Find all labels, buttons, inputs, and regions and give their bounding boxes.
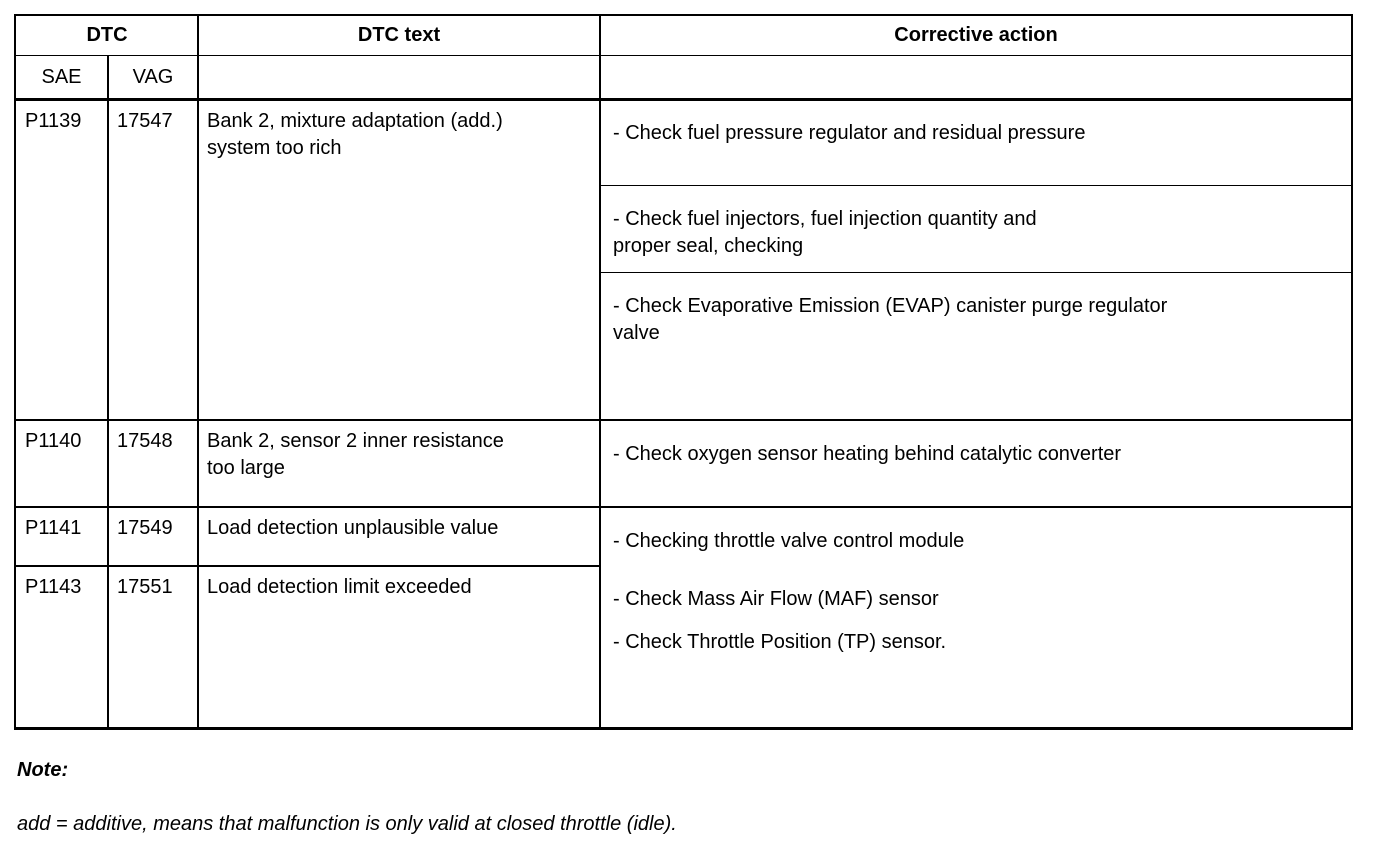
corrective-action: - Check Mass Air Flow (MAF) sensor (613, 588, 939, 610)
corrective-action: - Check fuel injectors, fuel injection quantity and (613, 208, 1037, 230)
corrective-action: - Check oxygen sensor heating behind catalytic converter (613, 443, 1122, 465)
corrective-action: proper seal, checking (613, 235, 804, 257)
header-sae: SAE (41, 66, 82, 88)
table-border-bottom (14, 727, 1353, 730)
row-divider (14, 419, 1353, 421)
row-divider (600, 185, 1352, 186)
sae-code: P1143 (25, 576, 82, 598)
dtc-text-line: too large (207, 457, 285, 479)
header-divider (14, 98, 1353, 101)
header-dtc: DTC (86, 24, 128, 46)
table-border-left (14, 14, 16, 730)
header-corrective-action: Corrective action (894, 24, 1058, 46)
column-divider (599, 14, 601, 729)
corrective-action: valve (613, 322, 660, 344)
dtc-text-line: Load detection limit exceeded (207, 576, 472, 598)
table-border-top (14, 14, 1353, 16)
row-divider (14, 506, 1353, 508)
sae-code: P1141 (25, 517, 82, 539)
dtc-text-line: system too rich (207, 137, 342, 159)
dtc-text-line: Load detection unplausible value (207, 517, 499, 539)
corrective-action: - Checking throttle valve control module (613, 530, 965, 552)
vag-code: 17548 (117, 430, 173, 452)
header-dtc-text: DTC text (357, 24, 441, 46)
header-vag: VAG (132, 66, 174, 88)
sae-code: P1140 (25, 430, 82, 452)
corrective-action: - Check fuel pressure regulator and residual pressure (613, 122, 1086, 144)
column-divider (197, 14, 199, 729)
vag-code: 17547 (117, 110, 173, 132)
row-divider (14, 565, 600, 567)
dtc-text-line: Bank 2, sensor 2 inner resistance (207, 430, 504, 452)
table-border-right (1351, 14, 1353, 730)
vag-code: 17549 (117, 517, 173, 539)
note-text: add = additive, means that malfunction is only valid at closed throttle (idle). (17, 813, 677, 835)
dtc-text-line: Bank 2, mixture adaptation (add.) (207, 110, 503, 132)
row-divider (14, 55, 1353, 56)
corrective-action: - Check Evaporative Emission (EVAP) canister purge regulator (613, 295, 1168, 317)
vag-code: 17551 (117, 576, 173, 598)
note-heading: Note: (17, 759, 69, 781)
sae-code: P1139 (25, 110, 82, 132)
row-divider (600, 272, 1352, 273)
column-divider (107, 55, 109, 729)
corrective-action: - Check Throttle Position (TP) sensor. (613, 631, 947, 653)
